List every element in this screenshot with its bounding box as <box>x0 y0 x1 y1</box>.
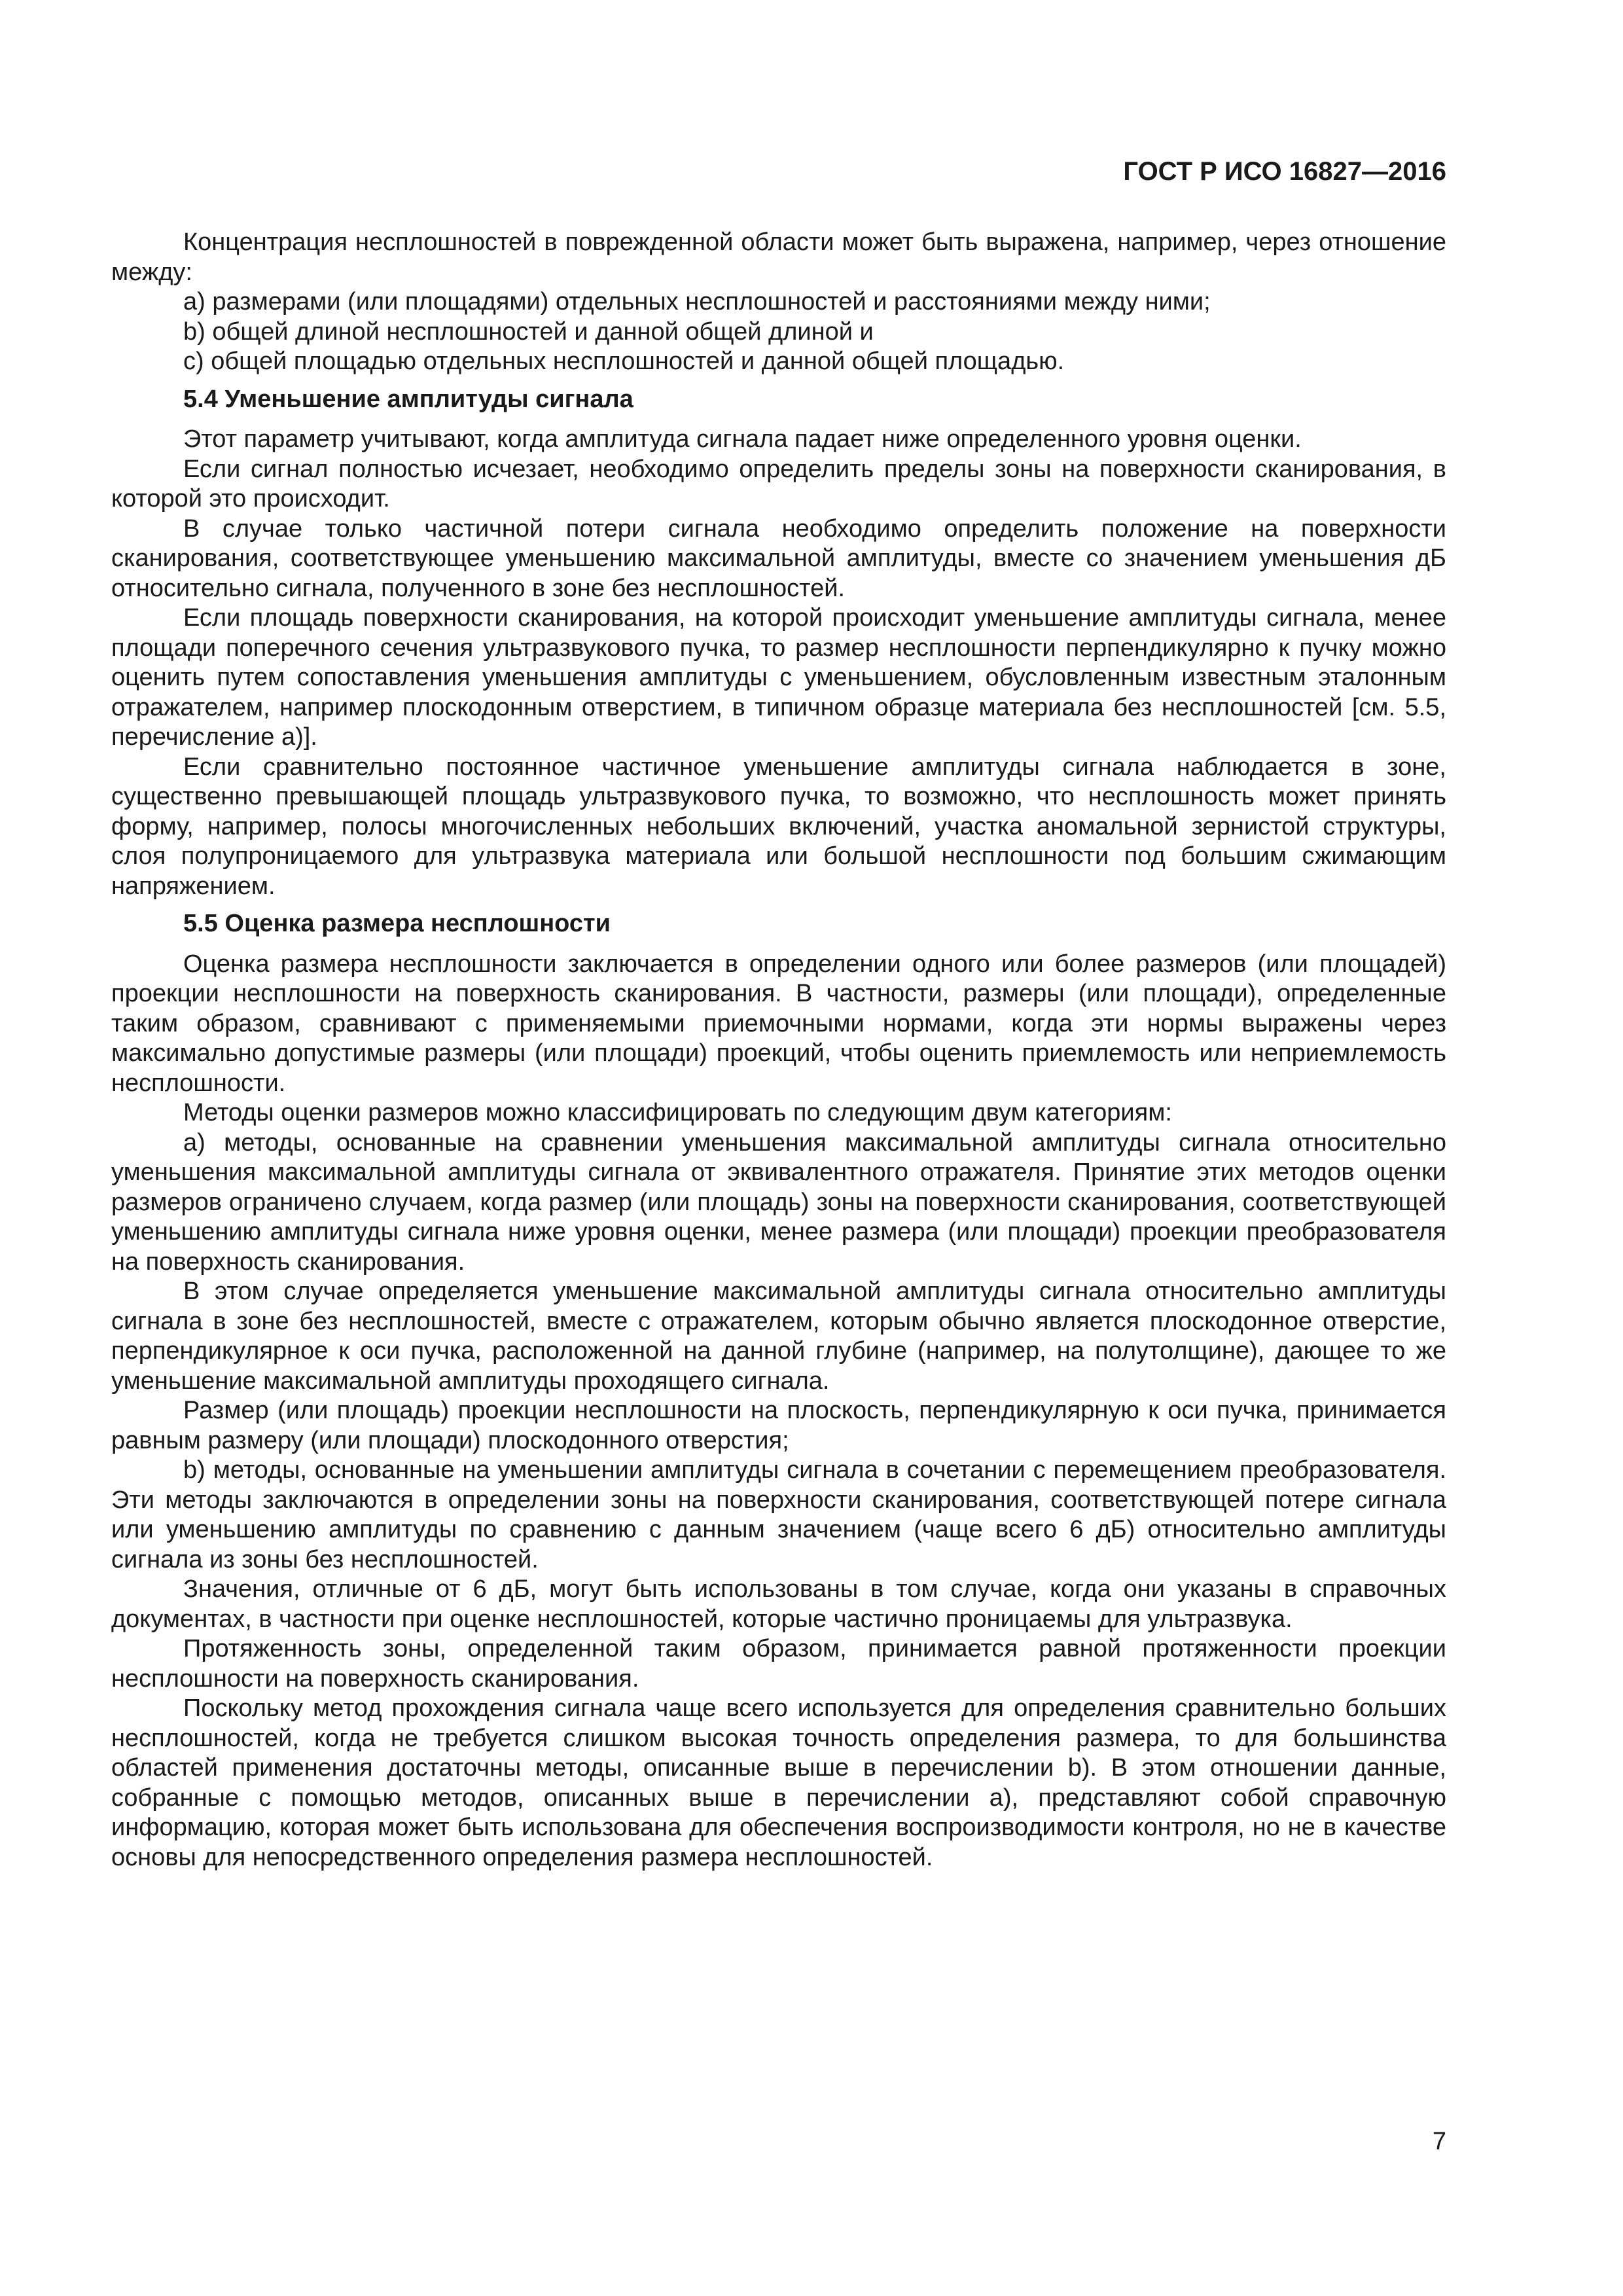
section-heading-5-4 <box>111 385 1446 415</box>
section-title: Оценка размера несплошности <box>224 910 611 937</box>
paragraph: Размер (или площадь) проекции несплошности на плоскость, перпендикулярную к оси пучка, принимается равным размеру (или площади) плоскодонного отверстия; <box>111 1397 1446 1454</box>
list-item-b: b) методы, основанные на уменьшении амплитуды сигнала в сочетании с перемещением преобразователя. Эти методы заключаются в определении зоны на поверхности сканирования, соответствующей потере сигнала или уменьшению амплитуды по сравнению с данным значением (чаще всего 6 дБ) относительно амплитуды сигнала из зоны без несплошностей. <box>111 1456 1446 1573</box>
paragraph: Если площадь поверхности сканирования, на которой происходит уменьшение амплитуды сигнала, менее площади поперечного сечения ультразвукового пучка, то размер несплошности перпендикулярно к пучку можно оценить путем сопоставления уменьшения амплитуды с уменьшением, обусловленным известным эталонным отражателем, например плоскодонным отверстием, в типичном образце материала без несплошностей [см. 5.5, перечисление а)]. <box>111 604 1446 751</box>
list-item-a: а) методы, основанные на сравнении уменьшения максимальной амплитуды сигнала относительно уменьшения максимальной амплитуды сигнала от эквивалентного отражателя. Принятие этих методов оценки размеров ограничено случаем, когда размер (или площадь) зоны на поверхности сканирования, соответствующей уменьшению амплитуды сигнала ниже уровня оценки, менее размера (или площади) проекции преобразователя на поверхность сканирования. <box>111 1128 1446 1276</box>
paragraph: Если сравнительно постоянное частичное уменьшение амплитуды сигнала наблюдается в зоне, существенно превышающей площадь ультразвукового пучка, то возможно, что несплошность может принять форму, например, полосы многочисленных небольших включений, участка аномальной зернистой структуры, слоя полупроницаемого для ультразвука материала или большой несплошности под большим сжимающим напряжением. <box>111 753 1446 900</box>
page-number: 7 <box>1432 2128 1446 2155</box>
paragraph: Концентрация несплошностей в поврежденной области может быть выражена, например, через отношение между: <box>111 228 1446 286</box>
paragraph: Методы оценки размеров можно классифицировать по следующим двум категориям: <box>183 1099 1172 1126</box>
list-item-c: с) общей площадью отдельных несплошностей и данной общей площадью. <box>183 348 1065 375</box>
standard-designation: ГОСТ Р ИСО 16827—2016 <box>1123 157 1446 186</box>
section-number: 5.4 <box>183 385 218 413</box>
paragraph: Протяженность зоны, определенной таким образом, принимается равной протяженности проекции несплошности на поверхность сканирования. <box>111 1635 1446 1693</box>
paragraph: В случае только частичной потери сигнала необходимо определить положение на поверхности сканирования, соответствующее уменьшению максимальной амплитуды, вместе со значением уменьшения дБ относительно сигнала, полученного в зоне без несплошностей. <box>111 514 1446 602</box>
section-number: 5.5 <box>183 910 218 937</box>
section-heading-5-5 <box>111 909 1446 939</box>
list-item-b: b) общей длиной несплошностей и данной общей длиной и <box>183 317 874 346</box>
section-title: Уменьшение амплитуды сигнала <box>224 385 633 413</box>
paragraph: В этом случае определяется уменьшение максимальной амплитуды сигнала относительно амплитуды сигнала в зоне без несплошностей, вместе с отражателем, которым обычно является плоскодонное отверстие, перпендикулярное к оси пучка, расположенной на данной глубине (например, на полутолщине), дающее то же уменьшение максимальной амплитуды проходящего сигнала. <box>111 1278 1446 1395</box>
list-item-a: а) размерами (или площадями) отдельных несплошностей и расстояниями между ними; <box>183 288 1211 315</box>
paragraph: Оценка размера несплошности заключается в определении одного или более размеров (или площадей) проекции несплошности на поверхность сканирования. В частности, размеры (или площади), определенные таким образом, сравнивают с применяемыми приемочными нормами, когда эти нормы выражены через максимально допустимые размеры (или площади) проекций, чтобы оценить приемлемость или неприемлемость несплошности. <box>111 950 1446 1097</box>
paragraph: Этот параметр учитывают, когда амплитуда сигнала падает ниже определенного уровня оценки. <box>183 425 1302 453</box>
document-body <box>111 228 1446 1873</box>
paragraph: Если сигнал полностью исчезает, необходимо определить пределы зоны на поверхности сканирования, в которой это происходит. <box>111 455 1446 512</box>
paragraph: Поскольку метод прохождения сигнала чаще всего используется для определения сравнительно больших несплошностей, когда не требуется слишком высокая точность определения размера, то для большинства областей применения достаточны методы, описанные выше в перечислении b). В этом отношении данные, собранные с помощью методов, описанных выше в перечислении а), представляют собой справочную информацию, которая может быть использована для обеспечения воспроизводимости контроля, но не в качестве основы для непосредственного определения размера несплошностей. <box>111 1695 1446 1871</box>
paragraph: Значения, отличные от 6 дБ, могут быть использованы в том случае, когда они указаны в справочных документах, в частности при оценке несплошностей, которые частично проницаемы для ультразвука. <box>111 1575 1446 1633</box>
